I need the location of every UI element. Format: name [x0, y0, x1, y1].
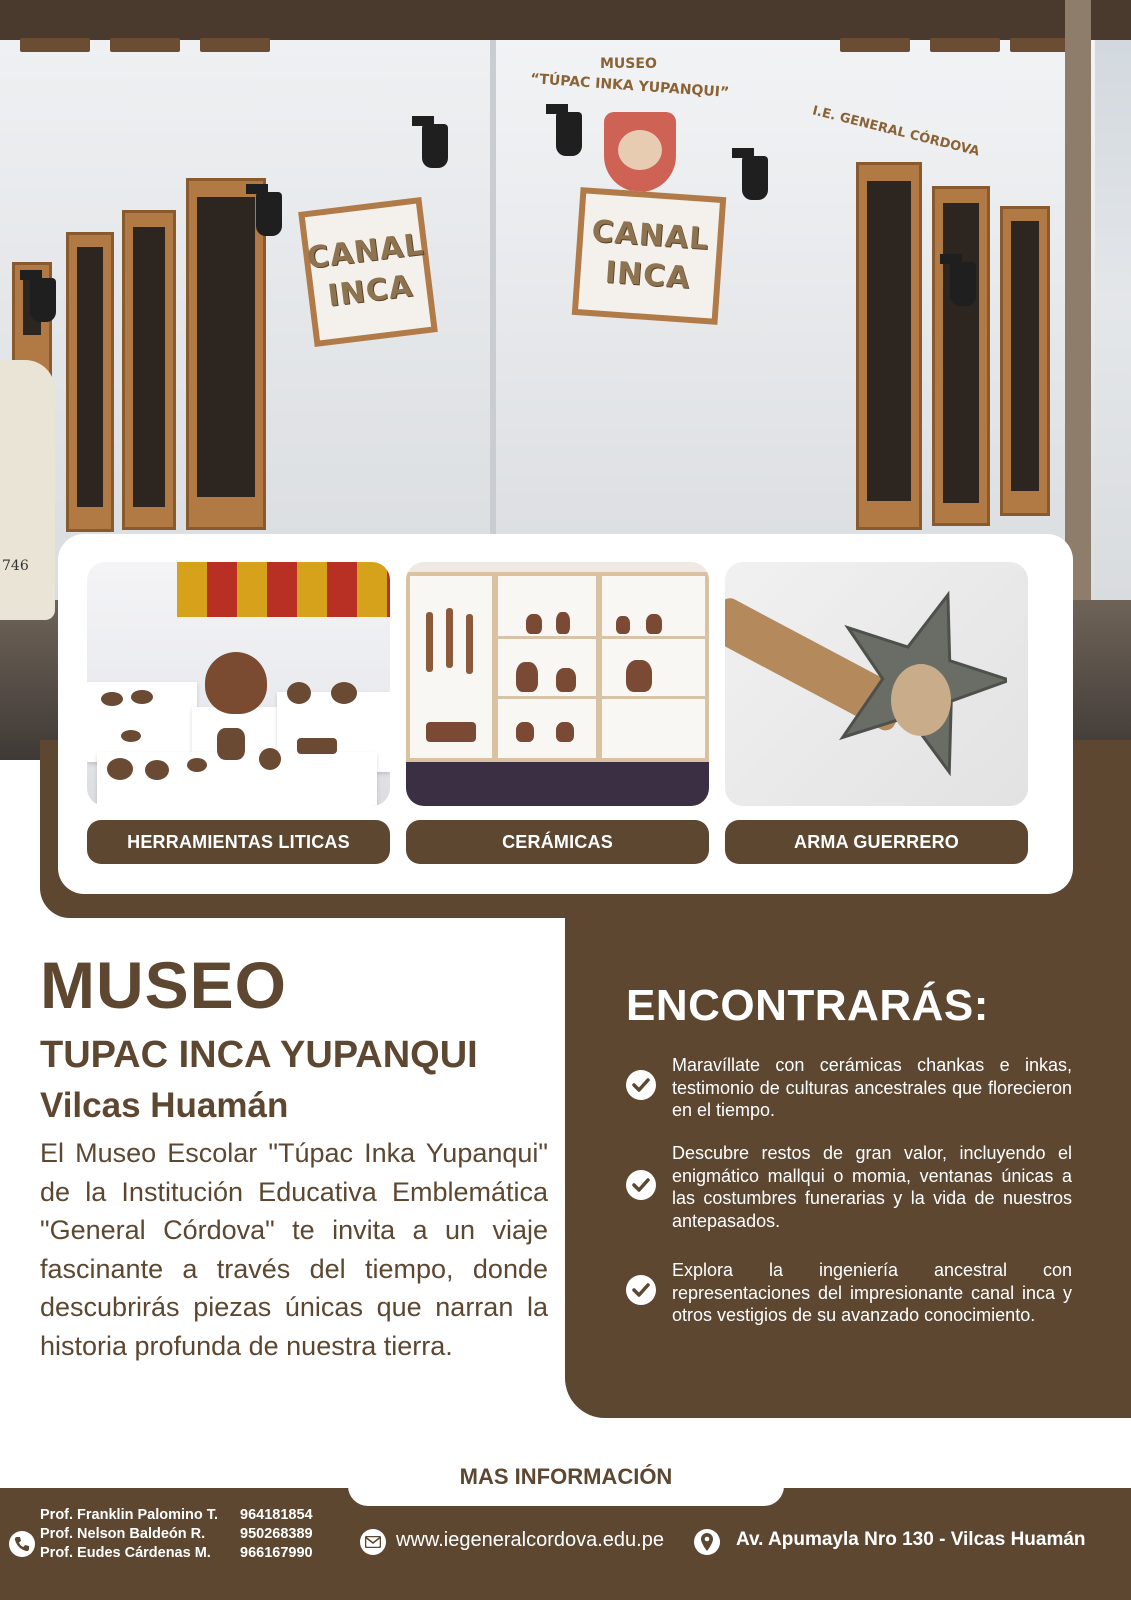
- wall-lamp: [950, 262, 976, 306]
- wooden-door: [856, 162, 922, 530]
- contact-phone[interactable]: 950268389: [240, 1526, 313, 1542]
- building-corner: [490, 40, 496, 620]
- museum-wall-title-line2: “TÚPAC INKA YUPANQUI”: [529, 71, 730, 101]
- phone-icon: [9, 1531, 35, 1557]
- heading-location: Vilcas Huamán: [40, 1086, 289, 1125]
- canal-sign-line1: CANAL: [304, 227, 427, 277]
- wall-lamp: [556, 112, 582, 156]
- school-wall-sign-text: I.E. GENERAL CÓRDOVA: [810, 103, 981, 160]
- features-title: ENCONTRARÁS:: [626, 981, 989, 1030]
- museum-wall-title: [600, 56, 657, 72]
- address-text: Av. Apumayla Nro 130 - Vilcas Huamán: [736, 1529, 1086, 1550]
- gallery-label-ceramicas: CERÁMICAS: [406, 820, 709, 864]
- check-circle-icon: [626, 1170, 656, 1200]
- rafter: [20, 38, 90, 52]
- wooden-door: [932, 186, 990, 526]
- feature-text: Maravíllate con cerámicas chankas e inkas, testimonio de culturas ancestrales que florecieron en el tiempo.: [672, 1055, 1072, 1120]
- check-circle-icon: [626, 1070, 656, 1100]
- lithic-tools-photo: [87, 562, 390, 806]
- wall-lamp: [422, 124, 448, 168]
- check-circle-icon: [626, 1275, 656, 1305]
- contact-name: Prof. Eudes Cárdenas M.: [40, 1545, 211, 1561]
- gallery-label-herramientas: HERRAMIENTAS LITICAS: [87, 820, 390, 864]
- canal-inca-sign-right: [572, 187, 727, 325]
- gallery-label-arma: ARMA GUERRERO: [725, 820, 1028, 864]
- rafter: [840, 38, 910, 52]
- roof-eave: [0, 0, 1131, 40]
- contact-row: [40, 1525, 313, 1544]
- heading-museum-name: TUPAC INCA YUPANQUI: [40, 1034, 478, 1076]
- feature-text: Descubre restos de gran valor, incluyendo el enigmático mallqui o momia, ventanas únicas a las costumbres funerarias y la vida de nuestros antepasados.: [672, 1143, 1072, 1231]
- wall-lamp: [256, 192, 282, 236]
- website-link[interactable]: www.iegeneralcordova.edu.pe: [396, 1529, 664, 1551]
- star-mace-photo: [725, 562, 1028, 806]
- school-crest-logo: [604, 112, 676, 192]
- wooden-door: [66, 232, 114, 532]
- heading-museo: MUSEO: [40, 948, 288, 1022]
- wooden-door: [1000, 206, 1050, 516]
- contact-name: Prof. Franklin Palomino T.: [40, 1507, 219, 1523]
- contact-row: [40, 1544, 313, 1563]
- contact-phone[interactable]: 966167990: [240, 1545, 313, 1561]
- rafter: [930, 38, 1000, 52]
- contact-list: [40, 1506, 313, 1563]
- star-mace-head: [797, 590, 1007, 790]
- gallery-card: [58, 534, 1073, 894]
- location-pin-icon: [694, 1529, 720, 1555]
- canal-sign-line2: INCA: [603, 255, 692, 296]
- museum-wall-title-line1: MUSEO: [600, 56, 657, 72]
- more-info-label: MAS INFORMACIÓN: [459, 1464, 673, 1489]
- canal-sign-line2: INCA: [325, 268, 415, 314]
- van-plate-text: 746: [2, 558, 29, 574]
- canal-sign-line1: CANAL: [590, 213, 711, 258]
- canal-inca-sign-left: [298, 197, 438, 347]
- more-info-tab: [348, 1448, 784, 1506]
- contact-name: Prof. Nelson Baldeón R.: [40, 1526, 206, 1542]
- wooden-door: [186, 178, 266, 530]
- rafter: [200, 38, 270, 52]
- intro-paragraph: El Museo Escolar "Túpac Inka Yupanqui" de la Institución Educativa Emblemática "General Córdova" te invita a un viaje fascinante a través del tiempo, donde descubrirás piezas únicas que narran la historia profunda de nuestra tierra.: [40, 1138, 548, 1361]
- wall-lamp: [30, 278, 56, 322]
- rafter: [110, 38, 180, 52]
- ceramics-cabinet-photo: [406, 562, 709, 806]
- contact-phone[interactable]: 964181854: [240, 1507, 313, 1523]
- wall-lamp: [742, 156, 768, 200]
- feature-text: Explora la ingeniería ancestral con representaciones del impresionante canal inca y otros vestigios de su avanzado conocimiento.: [672, 1260, 1072, 1325]
- contact-row: [40, 1506, 313, 1525]
- wooden-door: [122, 210, 176, 530]
- mail-icon: [360, 1529, 386, 1555]
- parked-van: [0, 360, 55, 620]
